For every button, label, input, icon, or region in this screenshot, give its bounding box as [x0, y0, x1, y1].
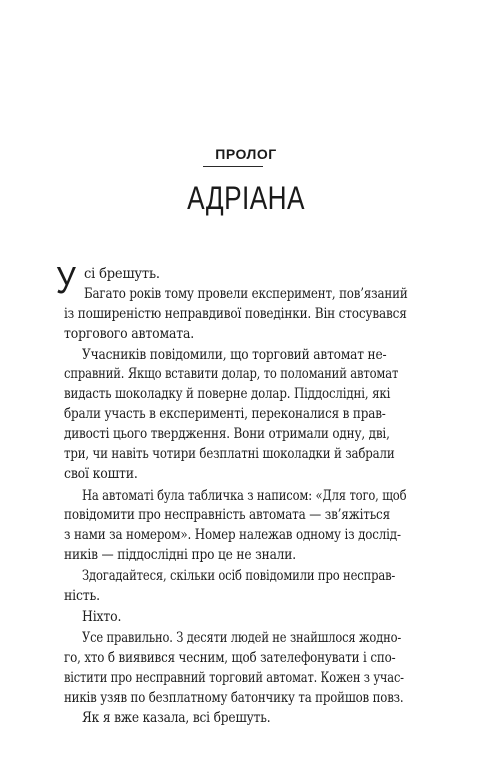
chapter-label: ПРОЛОГ: [215, 146, 277, 162]
text-line: свої кошти.: [64, 466, 138, 482]
drop-cap: У: [56, 260, 76, 302]
text-line: видасть шоколадку й поверне долар. Піддослідні, які: [64, 386, 391, 402]
text-line: ність.: [64, 588, 100, 604]
text-line: Як я вже казала, всі брешуть.: [82, 710, 271, 726]
text-line: Учасників повідомили, що торговий автомат не-: [82, 347, 387, 363]
text-line: На автоматі була табличка з написом: «Для того, щоб: [82, 488, 407, 504]
text-line: вістити про несправний торговий автомат. Кожен з учас-: [64, 670, 404, 686]
text-line: з нами за номером». Номер належав одному із дослід-: [64, 527, 401, 543]
text-line: Ніхто.: [82, 609, 122, 625]
text-line: Здогадайтеся, скільки осіб повідомили про несправ-: [82, 568, 396, 584]
chapter-title: АДРІАНА: [187, 180, 305, 216]
text-line: сі брешуть.: [84, 266, 160, 282]
text-line: справний. Якщо вставити долар, то поломаний автомат: [64, 366, 399, 382]
text-line: ників узяв по безплатному батончику та пройшов повз.: [64, 690, 404, 706]
text-line: го, хто б виявився чесним, щоб зателефонувати і спо-: [64, 650, 396, 666]
text-line: ників — піддослідні про це не знали.: [64, 547, 296, 563]
text-line: три, чи навіть чотири безплатні шоколадки й забрали: [64, 446, 395, 462]
text-line: брали участь в експерименті, переконалися в прав-: [64, 406, 386, 422]
chapter-divider: [203, 166, 263, 167]
text-line: дивості цього твердження. Вони отримали одну, дві,: [64, 426, 390, 442]
text-line: повідомити про несправність автомата — зв’яжіться: [64, 507, 390, 523]
text-line: Усе правильно. З десяти людей не знайшлося жодно-: [82, 630, 402, 646]
text-line: із поширеністю неправдивої поведінки. Він стосувався: [64, 306, 407, 322]
text-line: торгового автомата.: [64, 326, 195, 342]
text-line: Багато років тому провели експеримент, пов’язаний: [84, 286, 408, 302]
